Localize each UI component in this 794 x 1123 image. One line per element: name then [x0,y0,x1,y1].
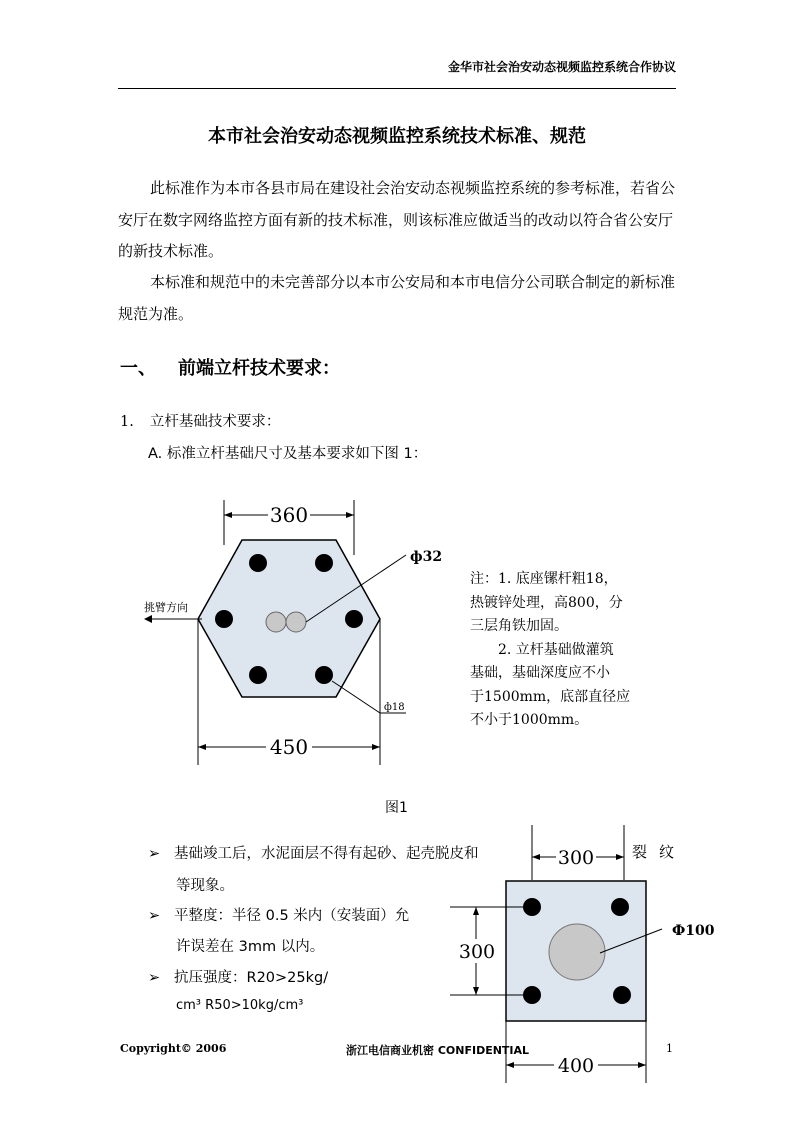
footer-copyright: Copyright© 2006 [120,1042,227,1055]
list-item-text: 立杆基础技术要求： [149,414,281,430]
list-item-a: A. 标准立杆基础尺寸及基本要求如下图 1： [148,446,428,462]
note-line: 三层角铁加固。 [470,618,568,634]
section-number: 一、 [120,358,156,379]
bolt [345,610,363,628]
bullet-continuation: cm³ R50>10kg/cm³ [176,998,304,1013]
header-rule [118,88,676,89]
arm-direction-arrow [144,615,152,623]
dim-left-arrow-bottom [473,987,479,995]
note-line: 注：1. 底座镙杆粗18， [470,571,618,587]
note-line: 不小于1000mm。 [470,712,589,728]
note-line: 于1500mm，底部直径应 [470,688,631,705]
bullet-continuation: 等现象。 [176,878,234,894]
phi18-leader [332,681,380,713]
bullet-marker: ➢ [148,970,161,986]
center-pipe [549,924,605,980]
dim-top-arrow-left [224,512,232,518]
phi100-label: Ф100 [672,923,715,939]
dim-bottom-arrow-left [506,1062,514,1068]
dim-top-label: 300 [557,847,595,869]
list-item-number: 1. [120,414,134,430]
section-title: 前端立杆技术要求： [178,358,340,379]
bullet-text: 基础竣工后，水泥面层不得有起砂、起壳脱皮和 [174,846,479,862]
bullet-item [148,842,479,863]
note-line: 热镀锌处理，高800，分 [470,594,623,611]
dim-top-arrow-right [616,854,624,860]
dim-bottom-label: 450 [269,735,309,759]
document-title: 本市社会治安动态视频监控系统技术标准、规范 [208,126,586,147]
dim-bottom-arrow-left [198,744,206,750]
figure-1-caption: 图1 [385,800,408,816]
dim-top-arrow-right [346,512,354,518]
note-line: 基础，基础深度应不小 [470,665,610,681]
footer-confidential: 浙江电信商业机密 CONFIDENTIAL [346,1044,530,1057]
dim-left-arrow-top [473,907,479,915]
paragraph-1: 此标准作为本市各县市局在建设社会治安动态视频监控系统的参考标准，若省公安厅在数字网络监控方面有新的技术标准，则该标准应做适当的改动以符合省公安厅的新技术标准。 [118,179,676,260]
bolt [611,898,629,916]
bolt [249,554,267,572]
dim-bottom-label: 400 [557,1055,595,1077]
bullet-item [148,904,409,925]
phi18-label: ф18 [384,702,405,713]
footer-page-number: 1 [666,1042,673,1055]
bolt [613,986,631,1004]
dim-bottom-arrow-right [638,1062,646,1068]
arm-direction-label: 挑臂方向 [144,601,188,614]
bullet-continuation: 许误差在 3mm 以内。 [176,939,325,955]
bullet-item [148,966,328,987]
dim-top-label: 360 [269,503,309,527]
bullet-marker: ➢ [148,908,161,924]
note-line: 2. 立杆基础做灌筑 [470,641,614,658]
dim-left-label: 300 [458,941,496,963]
bullet-text: 平整度：半径 0.5 米内（安装面）允 [174,908,410,924]
header-title: 金华市社会治安动态视频监控系统合作协议 [447,60,676,74]
bolt [249,666,267,684]
list-item-1 [120,410,280,431]
dim-top-arrow-left [532,854,540,860]
phi32-label: ф32 [410,549,443,565]
dim-bottom-arrow-right [372,744,380,750]
paragraph-2: 本标准和规范中的未完善部分以本市公安局和本市电信分公司联合制定的新标准规范为准。 [118,273,676,323]
figure-1-hexagon-foundation [140,495,470,775]
bolt [315,666,333,684]
bullet-marker: ➢ [148,846,161,862]
conduit-pipe [266,612,286,632]
crack-label: 裂纹 [632,843,687,861]
bullet-text: 抗压强度：R20>25kg/ [174,970,329,986]
figure-1-notes [470,568,660,733]
section-heading [120,354,340,380]
bolt [315,554,333,572]
bolt [215,610,233,628]
conduit-pipe [286,612,306,632]
